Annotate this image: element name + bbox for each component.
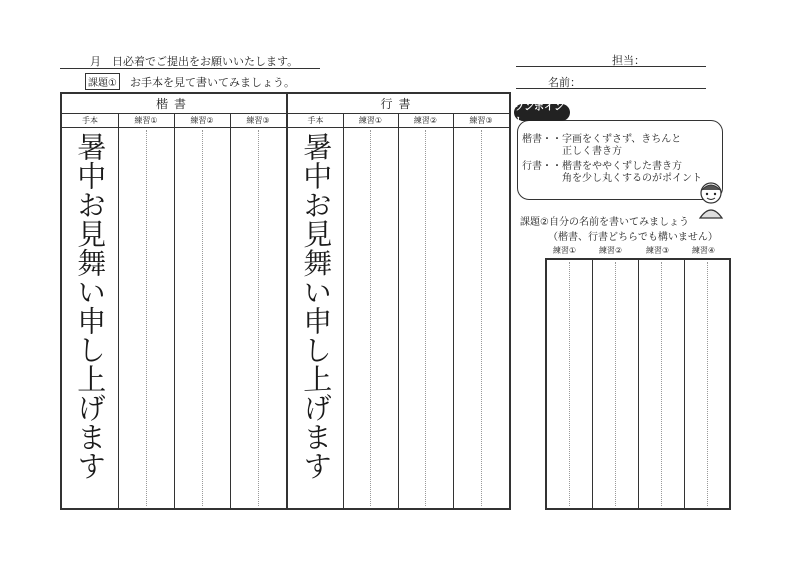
column-divider [230, 114, 231, 508]
column-divider [638, 260, 639, 508]
tantou-label: 担当： [612, 54, 645, 67]
task2-col-head-4: 練習④ [692, 246, 716, 255]
section-divider [286, 94, 288, 508]
col-head-model: 手本 [62, 114, 118, 128]
col-head-practice-3: 練習③ [230, 114, 286, 128]
name-practice-table [545, 258, 731, 510]
col-head-practice-1: 練習① [118, 114, 174, 128]
hint-line-1: 楷書・・字画をくずさず、きちんと [522, 134, 682, 145]
teacher-character-icon [694, 180, 728, 220]
kaisho-header: 楷書 [62, 94, 286, 114]
name-underline[interactable] [516, 88, 706, 89]
guide-line [202, 130, 203, 506]
guide-line [615, 262, 616, 506]
calligraphy-practice-table [60, 92, 511, 510]
guide-line [146, 130, 147, 506]
guide-line [569, 262, 570, 506]
task2-instruction: 課題②自分の名前を書いてみましょう [520, 217, 689, 228]
deadline-note: 月 日必着でご提出をお願いいたします。 [90, 55, 299, 68]
column-divider [174, 114, 175, 508]
guide-line [258, 130, 259, 506]
gyosho-model-text: 暑中お見舞い申し上げます [299, 131, 334, 481]
guide-line [370, 130, 371, 506]
column-divider [592, 260, 593, 508]
task2-col-head-3: 練習③ [646, 246, 670, 255]
col-head-practice-2: 練習② [398, 114, 453, 128]
name-label: 名前： [548, 76, 581, 89]
deadline-underline [60, 68, 320, 69]
col-head-practice-1: 練習① [343, 114, 398, 128]
kaisho-model-text: 暑中お見舞い申し上げます [73, 132, 108, 480]
hint-line-2: 正しく書き方 [562, 146, 622, 157]
task2-col-head-2: 練習② [599, 246, 623, 255]
hint-line-3: 行書・・楷書をややくずした書き方 [522, 161, 682, 172]
guide-line [707, 262, 708, 506]
gyosho-header: 行書 [288, 94, 509, 114]
hint-line-4: 角を少し丸くするのがポイント [562, 173, 702, 184]
tantou-underline [516, 66, 706, 67]
column-divider [453, 114, 454, 508]
hint-badge: ワンポイント [514, 104, 570, 121]
task2-col-head-1: 練習① [553, 246, 577, 255]
task1-instruction: お手本を見て書いてみましょう。 [130, 76, 295, 89]
col-head-practice-2: 練習② [174, 114, 230, 128]
column-divider [343, 114, 344, 508]
column-divider [118, 114, 119, 508]
column-divider [398, 114, 399, 508]
col-head-practice-3: 練習③ [453, 114, 509, 128]
guide-line [661, 262, 662, 506]
task2-note: （楷書、行書どちらでも構いません） [548, 232, 718, 243]
guide-line [481, 130, 482, 506]
col-head-model: 手本 [288, 114, 343, 128]
task1-label: 課題① [85, 73, 120, 90]
guide-line [425, 130, 426, 506]
column-divider [684, 260, 685, 508]
